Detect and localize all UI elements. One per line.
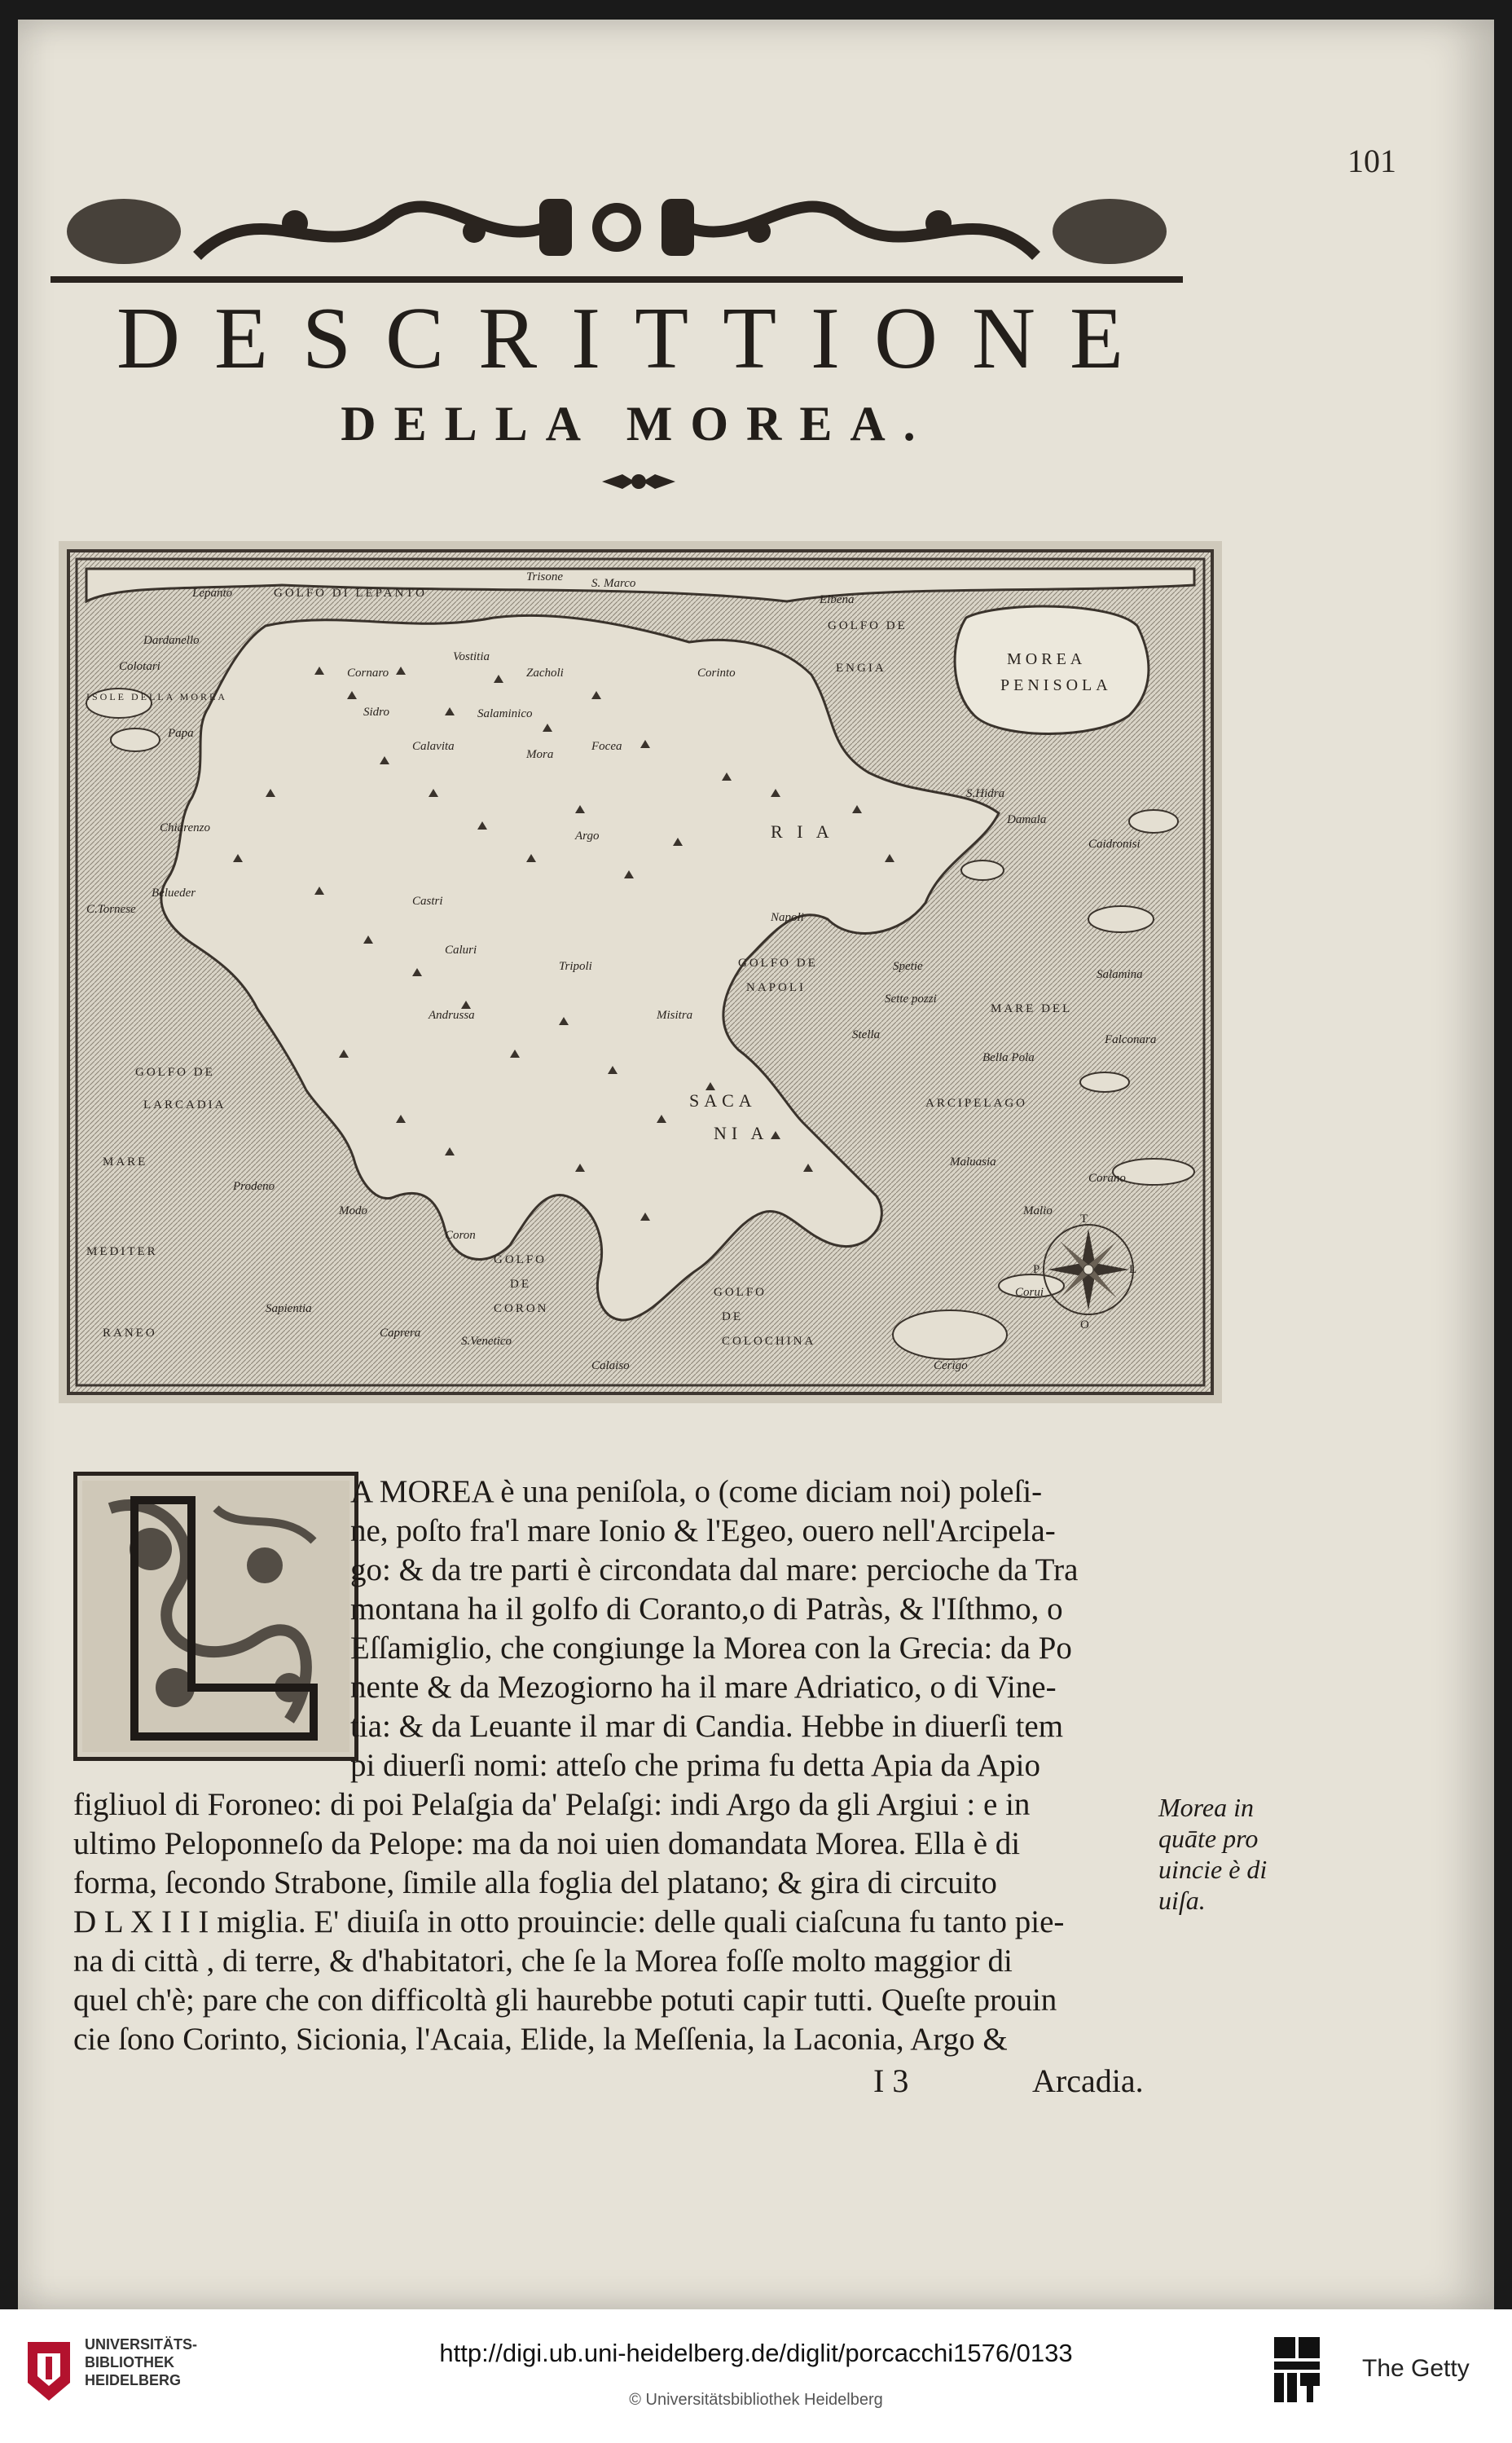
- page-subtitle: DELLA MOREA.: [341, 397, 934, 451]
- map-label: RANEO: [103, 1327, 157, 1340]
- book-page: [18, 20, 1494, 2309]
- text-line: forma, ſecondo Strabone, ſimile alla foglia del platano; & gira di circuito: [73, 1865, 997, 1900]
- map-label: Malio: [1023, 1204, 1053, 1217]
- map-label: Corui: [1015, 1286, 1044, 1299]
- map-label: Prodeno: [233, 1180, 275, 1193]
- map-label: Corano: [1088, 1172, 1126, 1185]
- text-line: ultimo Peloponneſo da Pelope: ma da noi uien domandata Morea. Ella è di: [73, 1826, 1021, 1861]
- university-name-line: UNIVERSITÄTS-: [85, 2336, 198, 2353]
- map-label: Falconara: [1105, 1033, 1157, 1046]
- map-label: Spetie: [893, 960, 923, 973]
- margin-note-line: Morea in: [1158, 1793, 1255, 1822]
- map-label: Maluasia: [950, 1155, 996, 1169]
- cartouche-subtitle: PENISOLA: [1000, 676, 1112, 694]
- decorated-initial-l: [73, 1472, 358, 1761]
- text-line: A MOREA è una peniſola, o (come diciam noi) poleſi-: [350, 1474, 1043, 1509]
- map-morea: [67, 549, 1214, 1395]
- map-label: Vostitia: [453, 650, 490, 663]
- text-line: Eſſamiglio, che congiunge la Morea con la Grecia: da Po: [350, 1631, 1072, 1666]
- partner-name: The Getty: [1362, 2355, 1470, 2382]
- map-label: NI A: [714, 1123, 769, 1143]
- compass-label: T: [1080, 1213, 1088, 1226]
- map-label: Corinto: [697, 667, 736, 680]
- map-label: ARCIPELAGO: [925, 1097, 1028, 1110]
- margin-note-line: uiſa.: [1158, 1886, 1206, 1915]
- map-label: Calavita: [412, 740, 455, 753]
- map-label: Sette pozzi: [885, 993, 937, 1006]
- map-label: Salamina: [1097, 968, 1143, 981]
- page-title: DESCRITTIONE: [116, 290, 1158, 387]
- map-label: Cornaro: [347, 667, 389, 680]
- map-label: Mora: [526, 748, 554, 761]
- compass-rose: [1044, 1225, 1133, 1314]
- map-label: Argo: [575, 830, 600, 843]
- university-name-line: HEIDELBERG: [85, 2372, 182, 2388]
- map-label: ISOLE DELLA MOREA: [86, 691, 227, 702]
- header-ornament: [51, 183, 1183, 288]
- map-label: Caprera: [380, 1327, 421, 1340]
- map-label: DE: [510, 1278, 531, 1291]
- text-line: nente & da Mezogiorno ha il mare Adriatico, o di Vine-: [350, 1670, 1057, 1705]
- map-label: Coron: [445, 1229, 476, 1242]
- map-label: GOLFO DE: [135, 1066, 215, 1079]
- map-label: S.Venetico: [461, 1335, 512, 1348]
- map-label: Stella: [852, 1028, 881, 1041]
- map-label: DE: [722, 1310, 743, 1323]
- footer-bar: [0, 2309, 1512, 2443]
- text-line: ne, poſto fra'l mare Ionio & l'Egeo, ouero nell'Arcipela-: [350, 1513, 1056, 1548]
- margin-note-line: uincie è di: [1158, 1855, 1268, 1884]
- text-line: na di città , di terre, & d'habitatori, che ſe la Morea foſſe molto maggior di: [73, 1943, 1013, 1979]
- map-label: CORON: [494, 1302, 549, 1315]
- map-label: Damala: [1007, 813, 1047, 826]
- map-label: Zacholi: [526, 667, 564, 680]
- map-label: Chiarenzo: [160, 821, 210, 834]
- map-label: SACA: [689, 1090, 757, 1111]
- map-label: Salaminico: [477, 707, 533, 720]
- map-label: MARE: [103, 1155, 148, 1169]
- map-label: LARCADIA: [143, 1098, 226, 1111]
- catchword: Arcadia.: [1032, 2062, 1144, 2099]
- text-line: montana ha il golfo di Coranto,o di Patràs, & l'Iſthmo, o: [350, 1591, 1063, 1626]
- map-label: GOLFO DE: [828, 619, 908, 632]
- text-line: cie ſono Corinto, Sicionia, l'Acaia, Elide, la Meſſenia, la Laconia, Argo &: [73, 2022, 1008, 2057]
- map-label: Napoli: [771, 911, 804, 924]
- map-label: Colotari: [119, 660, 160, 673]
- map-label: Sidro: [363, 706, 389, 719]
- text-line: D L X I I I miglia. E' diuiſa in otto prouincie: delle quali ciaſcuna fu tanto pie-: [73, 1904, 1065, 1939]
- compass-label: O: [1080, 1318, 1089, 1332]
- text-line: quel ch'è; pare che con difficoltà gli haurebbe potuti capir tutti. Queſte prouin: [73, 1983, 1057, 2018]
- map-label: GOLFO DI LEPANTO: [274, 587, 428, 600]
- text-line: figliuol di Foroneo: di poi Pelaſgia da' Pelaſgi: indi Argo da gli Argiui : e in: [73, 1787, 1031, 1822]
- map-label: C.Tornese: [86, 903, 136, 916]
- map-label: Elbena: [820, 593, 855, 606]
- map-label: GOLFO: [494, 1253, 547, 1266]
- map-label: ENGIA: [836, 662, 886, 675]
- text-line: tia: & da Leuante il mar di Candia. Hebbe in diuerſi tem: [350, 1709, 1064, 1744]
- map-label: Calaiso: [591, 1359, 630, 1372]
- text-line: pi diuerſi nomi: atteſo che prima fu detta Apia da Apio: [350, 1748, 1040, 1783]
- map-label: S. Marco: [591, 577, 636, 590]
- map-label: Focea: [591, 740, 622, 753]
- map-label: Castri: [412, 895, 443, 908]
- signature-mark: I 3: [873, 2062, 909, 2099]
- map-label: Tripoli: [559, 960, 592, 973]
- map-label: NAPOLI: [746, 981, 806, 994]
- map-label: MEDITER: [86, 1245, 158, 1258]
- map-label: Caidronisi: [1088, 838, 1141, 851]
- page-number: 101: [1347, 143, 1396, 179]
- getty-logo-icon: [1271, 2334, 1323, 2406]
- university-name-line: BIBLIOTHEK: [85, 2354, 174, 2370]
- map-label: MARE DEL: [991, 1002, 1073, 1015]
- map-label: Misitra: [657, 1009, 693, 1022]
- map-label: R I A: [771, 821, 834, 842]
- map-label: Cerigo: [934, 1359, 968, 1372]
- copyright-text: © Universitätsbibliothek Heidelberg: [629, 2391, 883, 2409]
- map-label: Andrussa: [429, 1009, 475, 1022]
- map-label: Bella Pola: [982, 1051, 1035, 1064]
- map-label: Modo: [339, 1204, 367, 1217]
- map-label: Papa: [168, 727, 194, 740]
- map-label: GOLFO DE: [738, 957, 818, 970]
- text-line: go: & da tre parti è circondata dal mare: percioche da Tra: [350, 1552, 1079, 1587]
- compass-label: P: [1033, 1263, 1040, 1276]
- cartouche-title: MOREA: [1007, 650, 1087, 668]
- fleuron-ornament: [598, 468, 679, 495]
- source-url-link[interactable]: http://digi.ub.uni-heidelberg.de/diglit/porcacchi1576/0133: [439, 2339, 1073, 2367]
- map-label: COLOCHINA: [722, 1335, 816, 1348]
- map-label: S.Hidra: [966, 787, 1005, 800]
- map-label: Lepanto: [192, 587, 233, 600]
- margin-note-line: quāte pro: [1158, 1824, 1259, 1853]
- compass-label: L: [1129, 1263, 1137, 1276]
- map-label: Trisone: [526, 570, 564, 583]
- map-label: Dardanello: [143, 634, 200, 647]
- map-label: GOLFO: [714, 1286, 767, 1299]
- map-cartouche: [955, 606, 1149, 733]
- map-label: Caluri: [445, 944, 477, 957]
- map-label: Sapientia: [266, 1302, 312, 1315]
- map-label: Belueder: [152, 887, 196, 900]
